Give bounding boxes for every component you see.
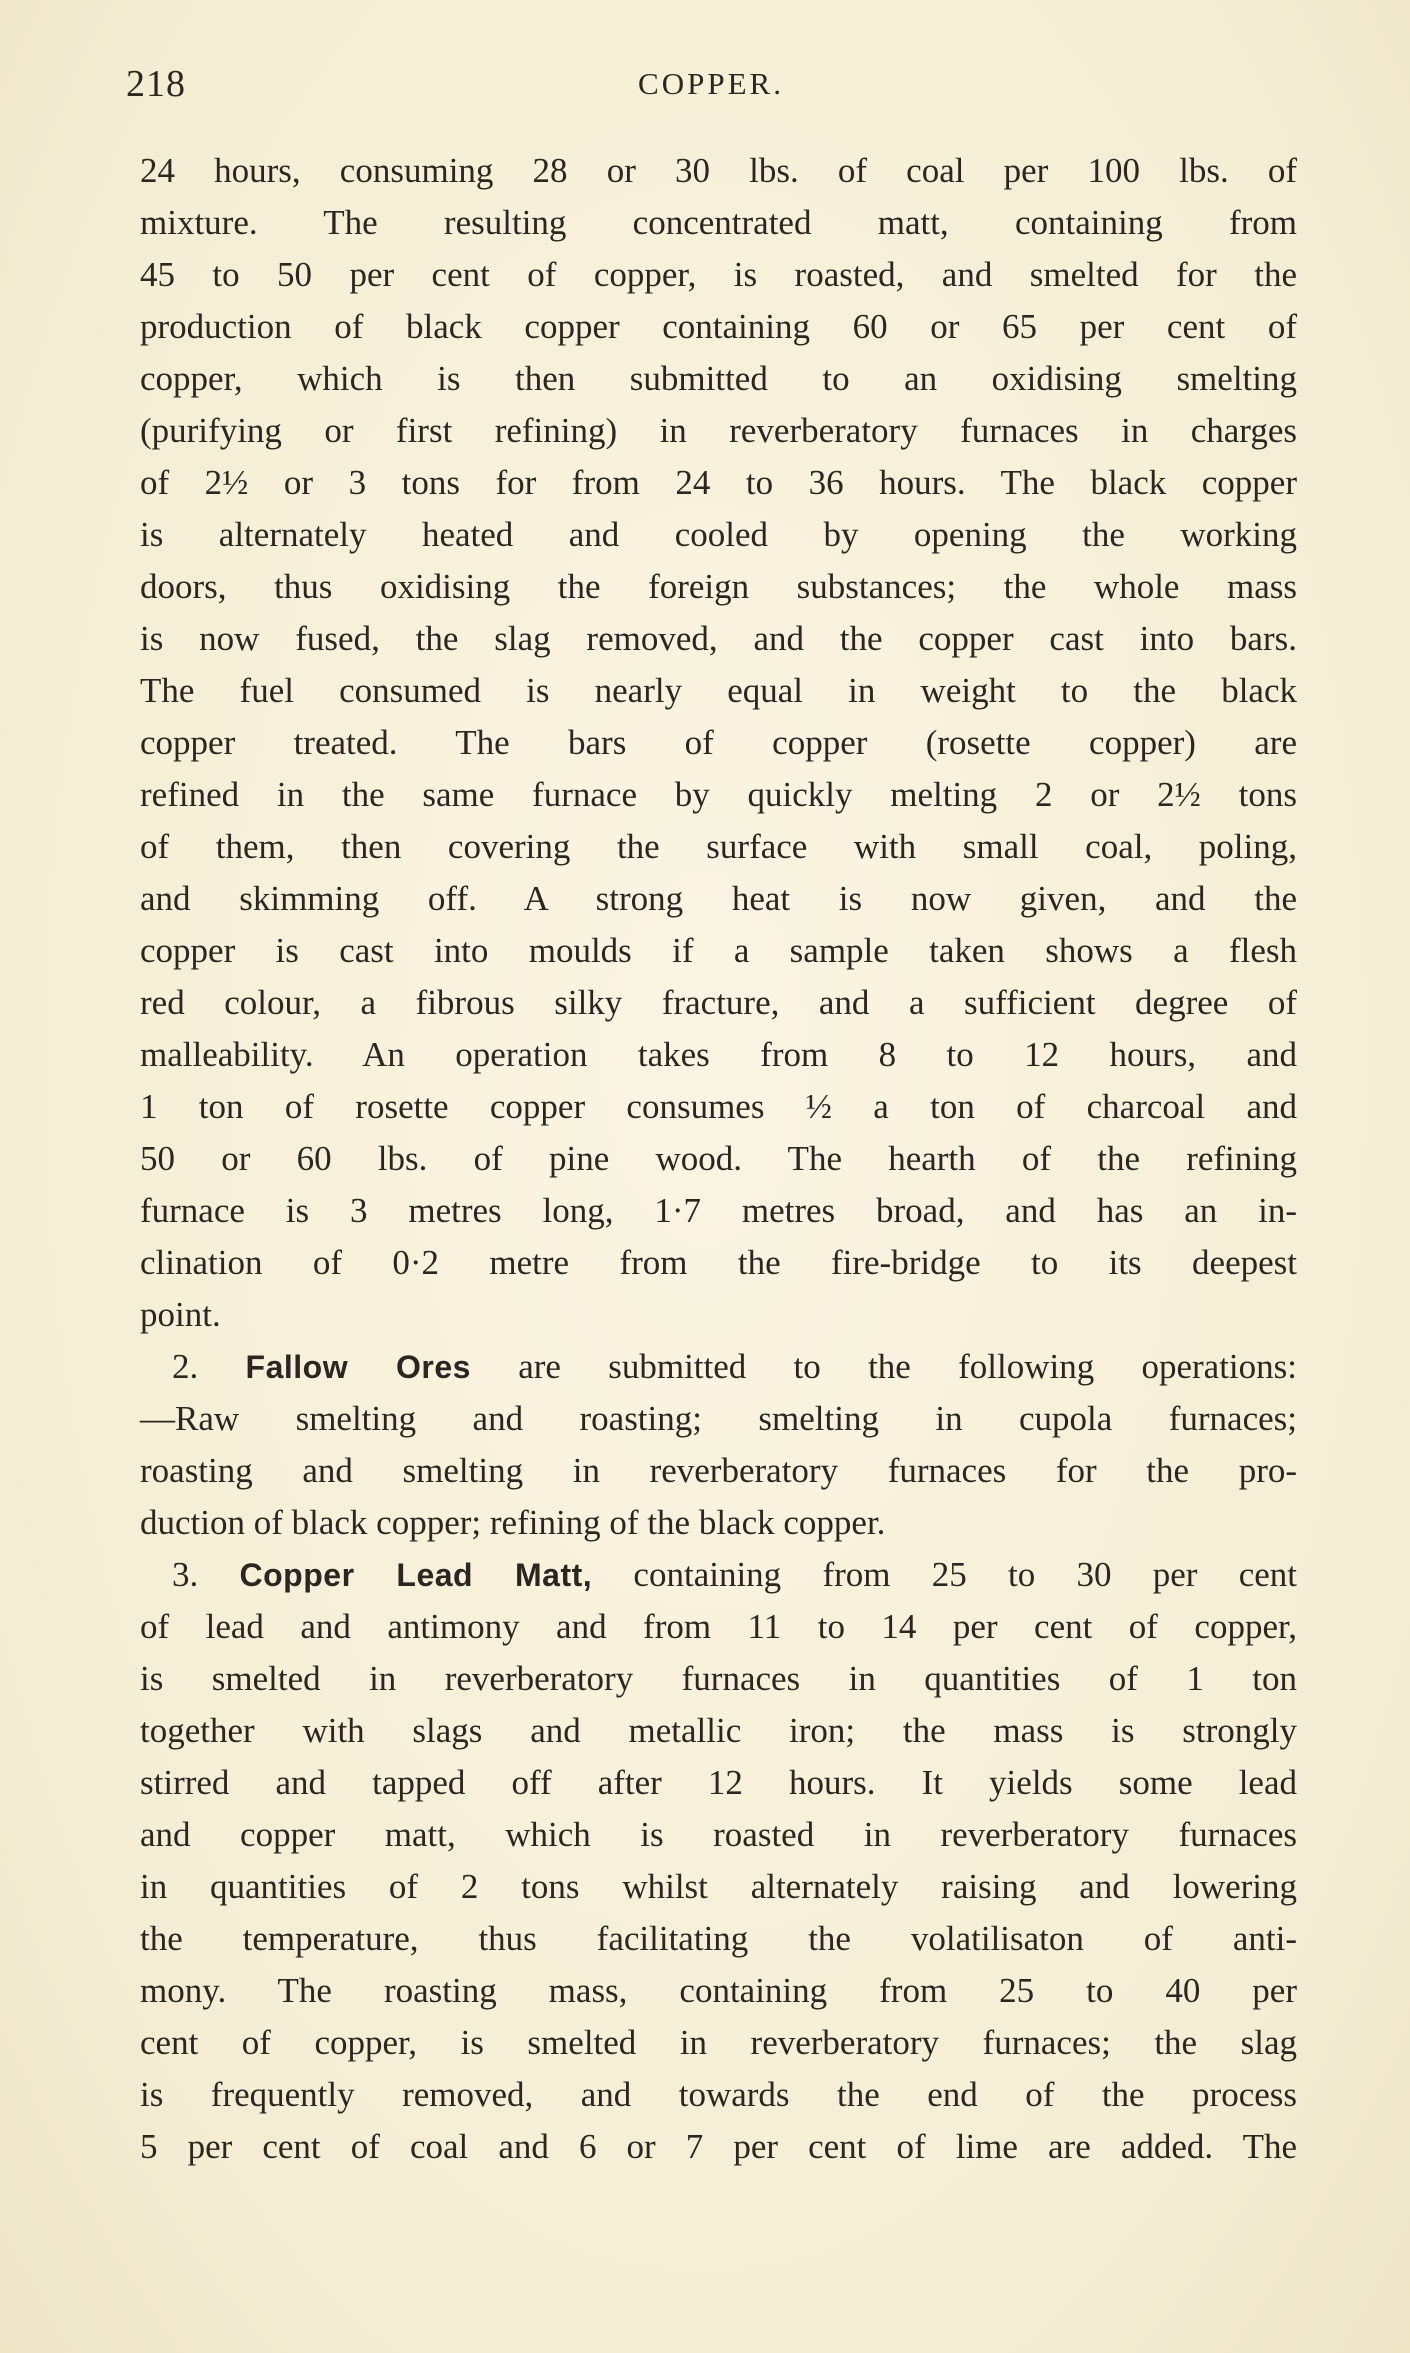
- text-line: is frequently removed, and towards the end of the process: [140, 2075, 1297, 2114]
- text-line: copper, which is then submitted to an oxidising smelting: [140, 359, 1297, 398]
- page-number: 218: [126, 63, 186, 105]
- text-line: the temperature, thus facilitating the volatilisaton of anti-: [140, 1919, 1297, 1958]
- text-line: point.: [140, 1295, 221, 1334]
- text-line: cent of copper, is smelted in reverberatory furnaces; the slag: [140, 2023, 1297, 2062]
- text-line: doors, thus oxidising the foreign substances; the whole mass: [140, 567, 1297, 606]
- text-line: and copper matt, which is roasted in reverberatory furnaces: [140, 1815, 1297, 1854]
- text-line: [140, 1341, 1297, 1393]
- text-line: The fuel consumed is nearly equal in weight to the black: [140, 671, 1297, 710]
- running-head: COPPER.: [638, 66, 784, 101]
- page-header: [126, 62, 1296, 118]
- paragraph-number: 3.: [172, 1555, 240, 1594]
- text-line: (purifying or first refining) in reverberatory furnaces in charges: [140, 411, 1297, 450]
- text-line: in quantities of 2 tons whilst alternately raising and lowering: [140, 1867, 1297, 1906]
- line-text: containing from 25 to 30 per cent: [592, 1555, 1298, 1594]
- body-text: [140, 145, 1297, 2173]
- text-line: refined in the same furnace by quickly melting 2 or 2½ tons: [140, 775, 1297, 814]
- text-line: of lead and antimony and from 11 to 14 per cent of copper,: [140, 1607, 1297, 1646]
- text-line: duction of black copper; refining of the black copper.: [140, 1503, 886, 1542]
- section-heading: Fallow Ores: [245, 1349, 471, 1385]
- text-line: —Raw smelting and roasting; smelting in cupola furnaces;: [140, 1399, 1297, 1438]
- text-line: 45 to 50 per cent of copper, is roasted, and smelted for the: [140, 255, 1297, 294]
- text-line: copper treated. The bars of copper (rosette copper) are: [140, 723, 1297, 762]
- text-line: production of black copper containing 60 or 65 per cent of: [140, 307, 1297, 346]
- text-line: mony. The roasting mass, containing from 25 to 40 per: [140, 1971, 1297, 2010]
- text-line: of 2½ or 3 tons for from 24 to 36 hours. The black copper: [140, 463, 1297, 502]
- text-line: stirred and tapped off after 12 hours. It yields some lead: [140, 1763, 1297, 1802]
- text-line: furnace is 3 metres long, 1·7 metres broad, and has an in-: [140, 1191, 1297, 1230]
- section-heading: Copper Lead Matt,: [239, 1557, 593, 1593]
- line-text: are submitted to the following operations:: [470, 1347, 1297, 1386]
- text-line: copper is cast into moulds if a sample taken shows a flesh: [140, 931, 1297, 970]
- text-line: is alternately heated and cooled by opening the working: [140, 515, 1297, 554]
- text-line: 5 per cent of coal and 6 or 7 per cent of lime are added. The: [140, 2127, 1297, 2166]
- text-line: 1 ton of rosette copper consumes ½ a ton of charcoal and: [140, 1087, 1297, 1126]
- text-line: red colour, a fibrous silky fracture, and a sufficient degree of: [140, 983, 1297, 1022]
- text-line: together with slags and metallic iron; the mass is strongly: [140, 1711, 1297, 1750]
- text-line: is now fused, the slag removed, and the copper cast into bars.: [140, 619, 1297, 658]
- text-line: is smelted in reverberatory furnaces in quantities of 1 ton: [140, 1659, 1297, 1698]
- text-line: 50 or 60 lbs. of pine wood. The hearth of the refining: [140, 1139, 1297, 1178]
- text-line: roasting and smelting in reverberatory furnaces for the pro-: [140, 1451, 1297, 1490]
- text-line: mixture. The resulting concentrated matt, containing from: [140, 203, 1297, 242]
- text-line: 24 hours, consuming 28 or 30 lbs. of coal per 100 lbs. of: [140, 151, 1297, 190]
- text-line: [140, 1549, 1297, 1601]
- text-line: malleability. An operation takes from 8 to 12 hours, and: [140, 1035, 1297, 1074]
- text-line: of them, then covering the surface with small coal, poling,: [140, 827, 1297, 866]
- paragraph-number: 2.: [172, 1347, 246, 1386]
- text-line: and skimming off. A strong heat is now given, and the: [140, 879, 1297, 918]
- text-line: clination of 0·2 metre from the fire-bridge to its deepest: [140, 1243, 1297, 1282]
